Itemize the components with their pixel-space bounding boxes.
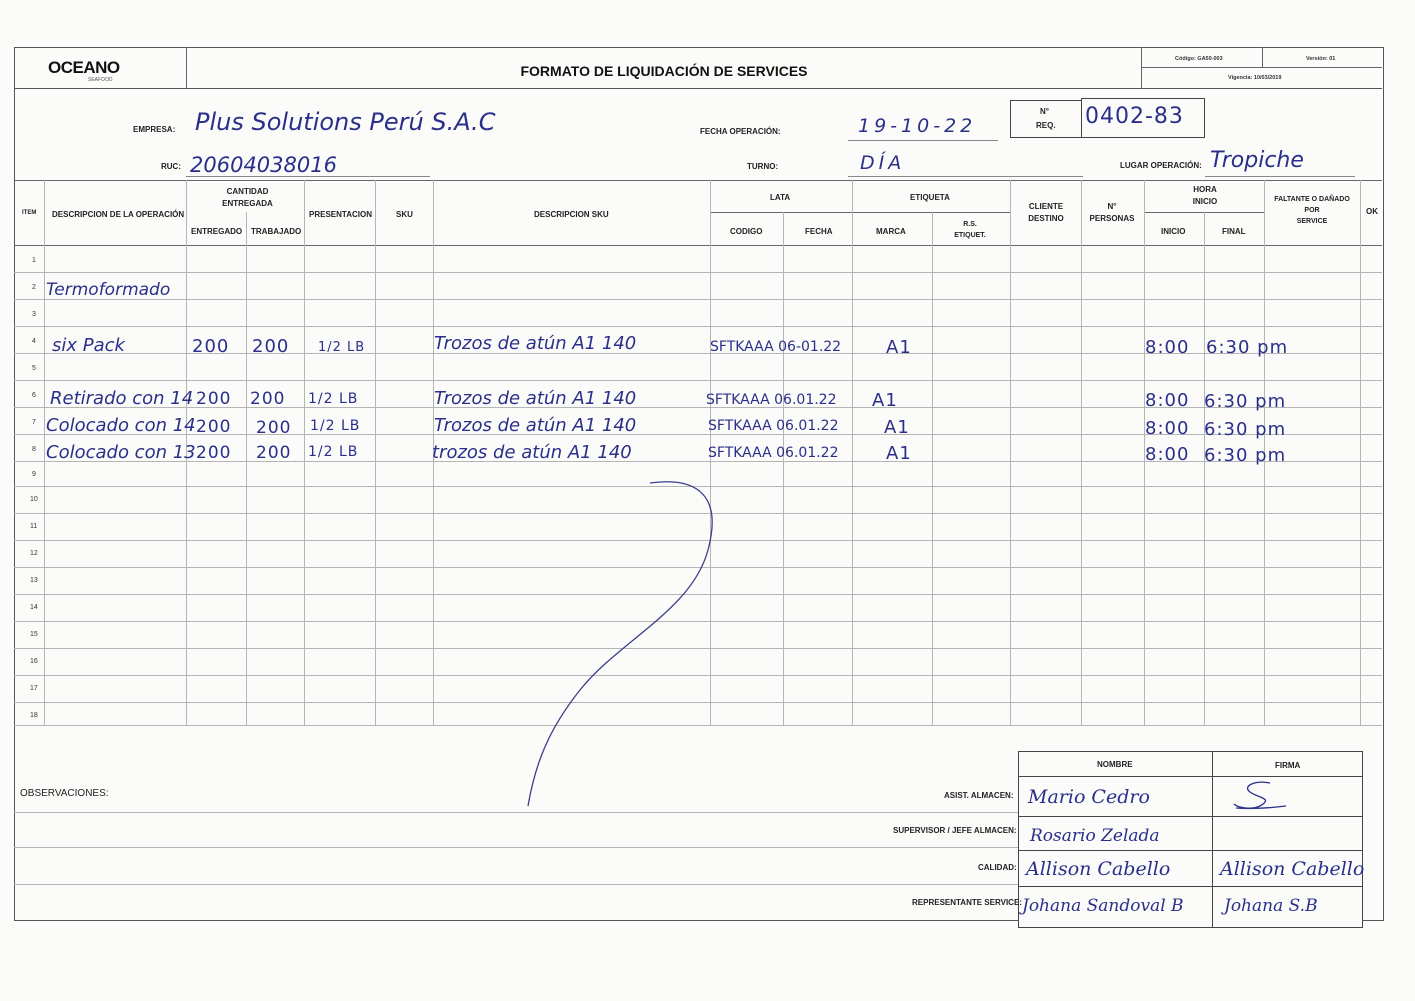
col-descripcion-operacion: DESCRIPCION DE LA OPERACIÓN [52,210,185,219]
row-6-presentacion: 1/2 LB [308,391,359,407]
supervisor-label: SUPERVISOR / JEFE ALMACEN: [893,826,1017,835]
row-number: 10 [30,496,38,503]
signature-table-line [1018,776,1362,777]
row-4-marca: A1 [886,337,912,358]
empresa-value: Plus Solutions Perú S.A.C [195,108,496,136]
asist-signature-mark [1230,778,1290,814]
req-label: REQ. [1036,121,1056,130]
row-4-entregado: 200 [192,336,230,357]
form-title: FORMATO DE LIQUIDACIÓN DE SERVICES [520,63,808,79]
representante-signature: Johana S.B [1224,896,1318,916]
signature-table-line [1018,886,1362,887]
doc-version: Versión: 01 [1306,56,1336,62]
col-lata: LATA [770,193,791,202]
col-faltante-3: SERVICE [1296,218,1328,225]
col-hora-1: HORA [1193,185,1217,194]
row-4-description: six Pack [52,335,125,356]
row-7-entregado: 200 [196,417,232,437]
ruc-value: 20604038016 [190,153,337,177]
row-8-entregado: 200 [196,443,232,463]
observaciones-line [14,847,1018,848]
row-8-inicio: 8:00 [1145,444,1190,465]
row-number: 17 [30,685,38,692]
col-ok: OK [1366,207,1378,216]
ruc-label: RUC: [161,162,181,171]
company-logo: OCEANO [48,58,120,77]
row-6-description: Retirado con 14 [50,388,194,409]
company-logo-sub: SEAFOOD [88,77,113,83]
row-number: 15 [30,631,38,638]
row-number: 12 [30,550,38,557]
col-codigo: CODIGO [730,227,763,236]
col-presentacion: PRESENTACION [309,210,372,219]
row-number: 5 [32,365,36,372]
row-number: 18 [30,712,38,719]
row-number: 2 [32,284,36,291]
doc-code: Código: GA50-003 [1175,56,1223,62]
row-number: 7 [32,419,36,426]
col-personas-1: N° [1107,202,1117,211]
row-7-sku-description: Trozos de atún A1 140 [434,415,637,436]
row-8-description: Colocado con 13 [46,442,196,463]
row-2-description: Termoformado [46,280,171,300]
signature-table-line [1018,850,1362,851]
calidad-signature: Allison Cabello [1220,858,1365,880]
row-4-final: 6:30 pm [1206,337,1289,358]
col-trabajado: TRABAJADO [251,227,302,236]
col-personas-2: PERSONAS [1089,214,1135,223]
col-hora-2: INICIO [1192,197,1218,206]
row-7-marca: A1 [884,417,910,438]
col-fecha: FECHA [805,227,833,236]
col-rs-2: ETIQUET. [954,232,986,239]
row-6-marca: A1 [872,390,898,411]
row-number: 11 [30,523,38,530]
row-number: 6 [32,392,36,399]
row-7-codigo: SFTKAAA 06.01.22 [708,418,839,434]
col-etiqueta: ETIQUETA [910,193,950,202]
col-cliente-1: CLIENTE [1028,202,1064,211]
req-label-no: N° [1040,107,1049,116]
col-descripcion-sku: DESCRIPCION SKU [534,210,609,219]
turno-label: TURNO: [747,162,779,171]
representante-name: Johana Sandoval B [1022,896,1184,916]
firma-header: FIRMA [1275,761,1301,770]
row-6-inicio: 8:00 [1145,390,1190,411]
row-6-sku-description: Trozos de atún A1 140 [434,388,637,409]
row-8-presentacion: 1/2 LB [308,444,359,460]
row-4-trabajado: 200 [252,336,290,357]
col-cliente-2: DESTINO [1028,214,1064,223]
col-item: ITEM [22,210,37,216]
representante-label: REPRESENTANTE SERVICE: [912,898,1022,907]
col-rs-1: R.S. [963,221,977,228]
doc-vigencia: Vigencia: 10/03/2019 [1228,75,1282,81]
col-inicio: INICIO [1161,227,1186,236]
signature-table-divider [1212,751,1213,927]
row-7-inicio: 8:00 [1145,418,1190,439]
observaciones-line [14,812,1018,813]
row-number: 4 [32,338,36,345]
row-8-sku-description: trozos de atún A1 140 [432,442,632,463]
observaciones-label: OBSERVACIONES: [20,788,109,799]
row-7-description: Colocado con 14 [46,415,196,436]
row-6-final: 6:30 pm [1204,391,1287,412]
row-8-marca: A1 [886,443,912,464]
row-4-presentacion: 1/2 LB [318,340,366,355]
row-7-trabajado: 200 [256,418,292,438]
fecha-label: FECHA OPERACIÓN: [700,127,781,136]
row-8-codigo: SFTKAAA 06.01.22 [708,445,839,461]
row-4-sku-description: Trozos de atún A1 140 [434,333,637,354]
asist-label: ASIST. ALMACEN: [944,791,1014,800]
observaciones-line [14,884,1018,885]
req-value: 0402-83 [1085,104,1184,129]
row-number: 13 [30,577,38,584]
row-number: 14 [30,604,38,611]
row-8-trabajado: 200 [256,443,292,463]
row-7-presentacion: 1/2 LB [310,418,361,434]
row-number: 1 [32,257,36,264]
row-8-final: 6:30 pm [1204,445,1287,466]
col-faltante-1: FALTANTE O DAÑADO [1274,196,1350,203]
col-faltante-2: POR [1304,207,1320,214]
asist-name: Mario Cedro [1028,786,1150,808]
calidad-name: Allison Cabello [1026,858,1171,880]
row-4-codigo: SFTKAAA 06-01.22 [710,339,842,355]
col-final: FINAL [1222,227,1246,236]
col-marca: MARCA [876,227,906,236]
calidad-label: CALIDAD: [978,863,1017,872]
row-6-trabajado: 200 [250,389,286,409]
fecha-value: 19-10-22 [858,115,977,137]
nombre-header: NOMBRE [1097,760,1133,769]
turno-value: DÍA [860,152,906,174]
signature-table-line [1018,816,1362,817]
row-number: 16 [30,658,38,665]
col-sku: SKU [396,210,413,219]
row-number: 3 [32,311,36,318]
col-cantidad-2: ENTREGADA [222,199,273,208]
supervisor-name: Rosario Zelada [1030,826,1160,846]
row-6-codigo: SFTKAAA 06.01.22 [706,392,837,408]
row-4-inicio: 8:00 [1145,337,1190,358]
empresa-label: EMPRESA: [133,125,176,134]
row-number: 8 [32,446,36,453]
row-6-entregado: 200 [196,389,232,409]
col-cantidad-1: CANTIDAD [226,187,269,196]
col-entregado: ENTREGADO [191,227,243,236]
row-7-final: 6:30 pm [1204,419,1287,440]
row-number: 9 [32,471,36,478]
lugar-value: Tropiche [1210,148,1304,173]
lugar-label: LUGAR OPERACIÓN: [1120,161,1202,170]
